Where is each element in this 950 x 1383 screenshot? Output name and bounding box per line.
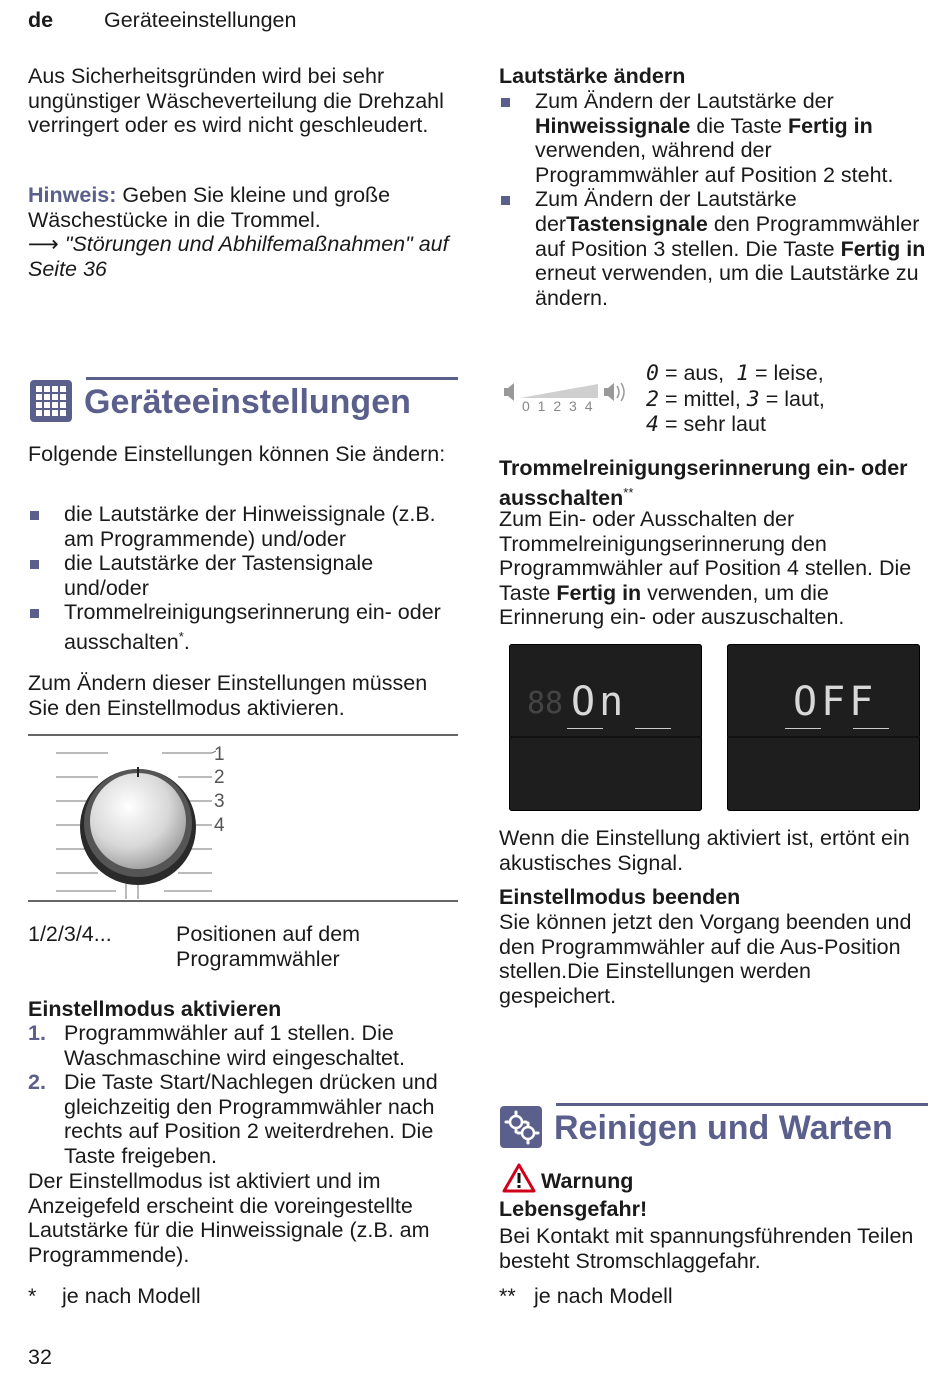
- volume-list: [499, 89, 927, 310]
- footnote-text: je nach Modell: [534, 1284, 673, 1308]
- warning-triangle-icon: [502, 1163, 536, 1193]
- activate-result: Der Einstellmodus ist aktiviert und im Anzeigefeld erscheint die voreingestellte Lautstärke für die Hinweissignale (z.B. am Programmende).: [28, 1169, 430, 1267]
- list-item: Zum Ändern der Lautstärke der Hinweissignale die Taste Fertig in verwenden, während der Programmwähler auf Position 2 steht.: [499, 89, 927, 187]
- level-digit: 3: [746, 386, 760, 412]
- activate-note: Zum Ändern dieser Einstellungen müssen Sie den Einstellmodus aktivieren.: [28, 671, 428, 720]
- dial-position-label: 4: [214, 815, 225, 836]
- page-number: 32: [28, 1345, 52, 1369]
- danger-heading: Lebensgefahr!: [499, 1197, 648, 1221]
- footnote-mark: *: [28, 1284, 37, 1308]
- volume-heading: Lautstärke ändern: [499, 64, 686, 88]
- dial-position-label: 1: [214, 744, 225, 765]
- section-title-maintenance: Reinigen und Warten: [554, 1109, 893, 1147]
- drum-heading: Trommelreinigungserinnerung ein- oder ausschalten**: [499, 456, 908, 510]
- end-heading: Einstellmodus beenden: [499, 885, 741, 909]
- safety-paragraph: Aus Sicherheitsgründen wird bei sehr ungünstiger Wäscheverteilung die Drehzahl verringert oder es wird nicht geschleudert.: [28, 64, 444, 138]
- footnote-mark: **: [499, 1284, 516, 1308]
- arrow-icon: ⟶: [28, 232, 59, 257]
- level-digit: 1: [736, 361, 750, 386]
- footnote-text: je nach Modell: [62, 1284, 201, 1308]
- volume-scale-label: 0 1 2 3 4: [522, 398, 595, 414]
- display-panel-on: [509, 644, 702, 811]
- inactive-segments: 88: [527, 686, 564, 721]
- display-readout-on: On: [571, 679, 628, 725]
- settings-list: [28, 502, 460, 655]
- activate-steps: [28, 1021, 460, 1169]
- activate-heading: Einstellmodus aktivieren: [28, 997, 282, 1021]
- hint-label: Hinweis:: [28, 183, 117, 207]
- level-digit: 4: [646, 412, 659, 438]
- list-item: die Lautstärke der Tastensignale und/oder: [28, 551, 460, 600]
- display-readout-off: OFF: [793, 679, 878, 725]
- display-panel-off: [727, 644, 920, 811]
- running-header: Geräteeinstellungen: [104, 8, 297, 32]
- hint-text: Geben Sie kleine und große Wäschestücke in die Trommel.: [28, 183, 391, 232]
- cross-reference-link[interactable]: "Störungen und Abhilfemaßnahmen" auf Seite 36: [28, 232, 449, 281]
- level-digit: 0: [646, 361, 659, 386]
- section-rule: [556, 1103, 928, 1106]
- hint-paragraph: [28, 183, 460, 281]
- section-rule: [86, 377, 458, 380]
- list-item: Trommelreinigungserinnerung ein- oder ausschalten*.: [28, 600, 460, 654]
- danger-paragraph: Bei Kontakt mit spannungsführenden Teilen besteht Stromschlaggefahr.: [499, 1224, 914, 1273]
- dial-position-label: 3: [214, 791, 225, 812]
- list-item: Zum Ändern der Lautstärke derTastensignale den Programmwähler auf Position 3 stellen. Die Taste Fertig in erneut verwenden, um die Lautstärke zu ändern.: [499, 187, 927, 310]
- dial-position-label: 2: [214, 767, 225, 788]
- legend-value: Positionen auf dem Programmwähler: [176, 922, 361, 971]
- section-title-settings: Geräteeinstellungen: [84, 383, 411, 421]
- program-dial-figure: [28, 733, 458, 903]
- signal-paragraph: Wenn die Einstellung aktiviert ist, ertönt ein akustisches Signal.: [499, 826, 910, 875]
- settings-grid-icon: [30, 380, 72, 422]
- end-paragraph: Sie können jetzt den Vorgang beenden und den Programmwähler auf die Aus-Position stellen.Die Einstellungen werden gespeichert.: [499, 910, 912, 1008]
- language-tag: de: [28, 8, 54, 32]
- volume-level-legend: 0 = aus, 1 = leise, 2 = mittel, 3 = laut, 4 = sehr laut: [646, 361, 825, 438]
- volume-scale-figure: [502, 378, 630, 418]
- level-digit: 2: [646, 386, 659, 412]
- list-item: 1. Programmwähler auf 1 stellen. Die Waschmaschine wird eingeschaltet.: [28, 1021, 405, 1070]
- gears-icon: [500, 1106, 542, 1148]
- drum-paragraph: Zum Ein- oder Ausschalten der Trommelreinigungserinnerung den Programmwähler auf Position 4 stellen. Die Taste Fertig in verwenden, um die Erinnerung ein- oder auszuschalten.: [499, 507, 912, 630]
- list-item: die Lautstärke der Hinweissignale (z.B. am Programmende) und/oder: [28, 502, 460, 551]
- settings-intro: Folgende Einstellungen können Sie ändern:: [28, 442, 446, 466]
- warning-label: Warnung: [541, 1169, 634, 1193]
- legend-key: 1/2/3/4...: [28, 922, 112, 946]
- list-item: 2. Die Taste Start/Nachlegen drücken und gleichzeitig den Programmwähler nach rechts auf Position 2 weiterdrehen. Die Taste freigeben.: [28, 1070, 438, 1168]
